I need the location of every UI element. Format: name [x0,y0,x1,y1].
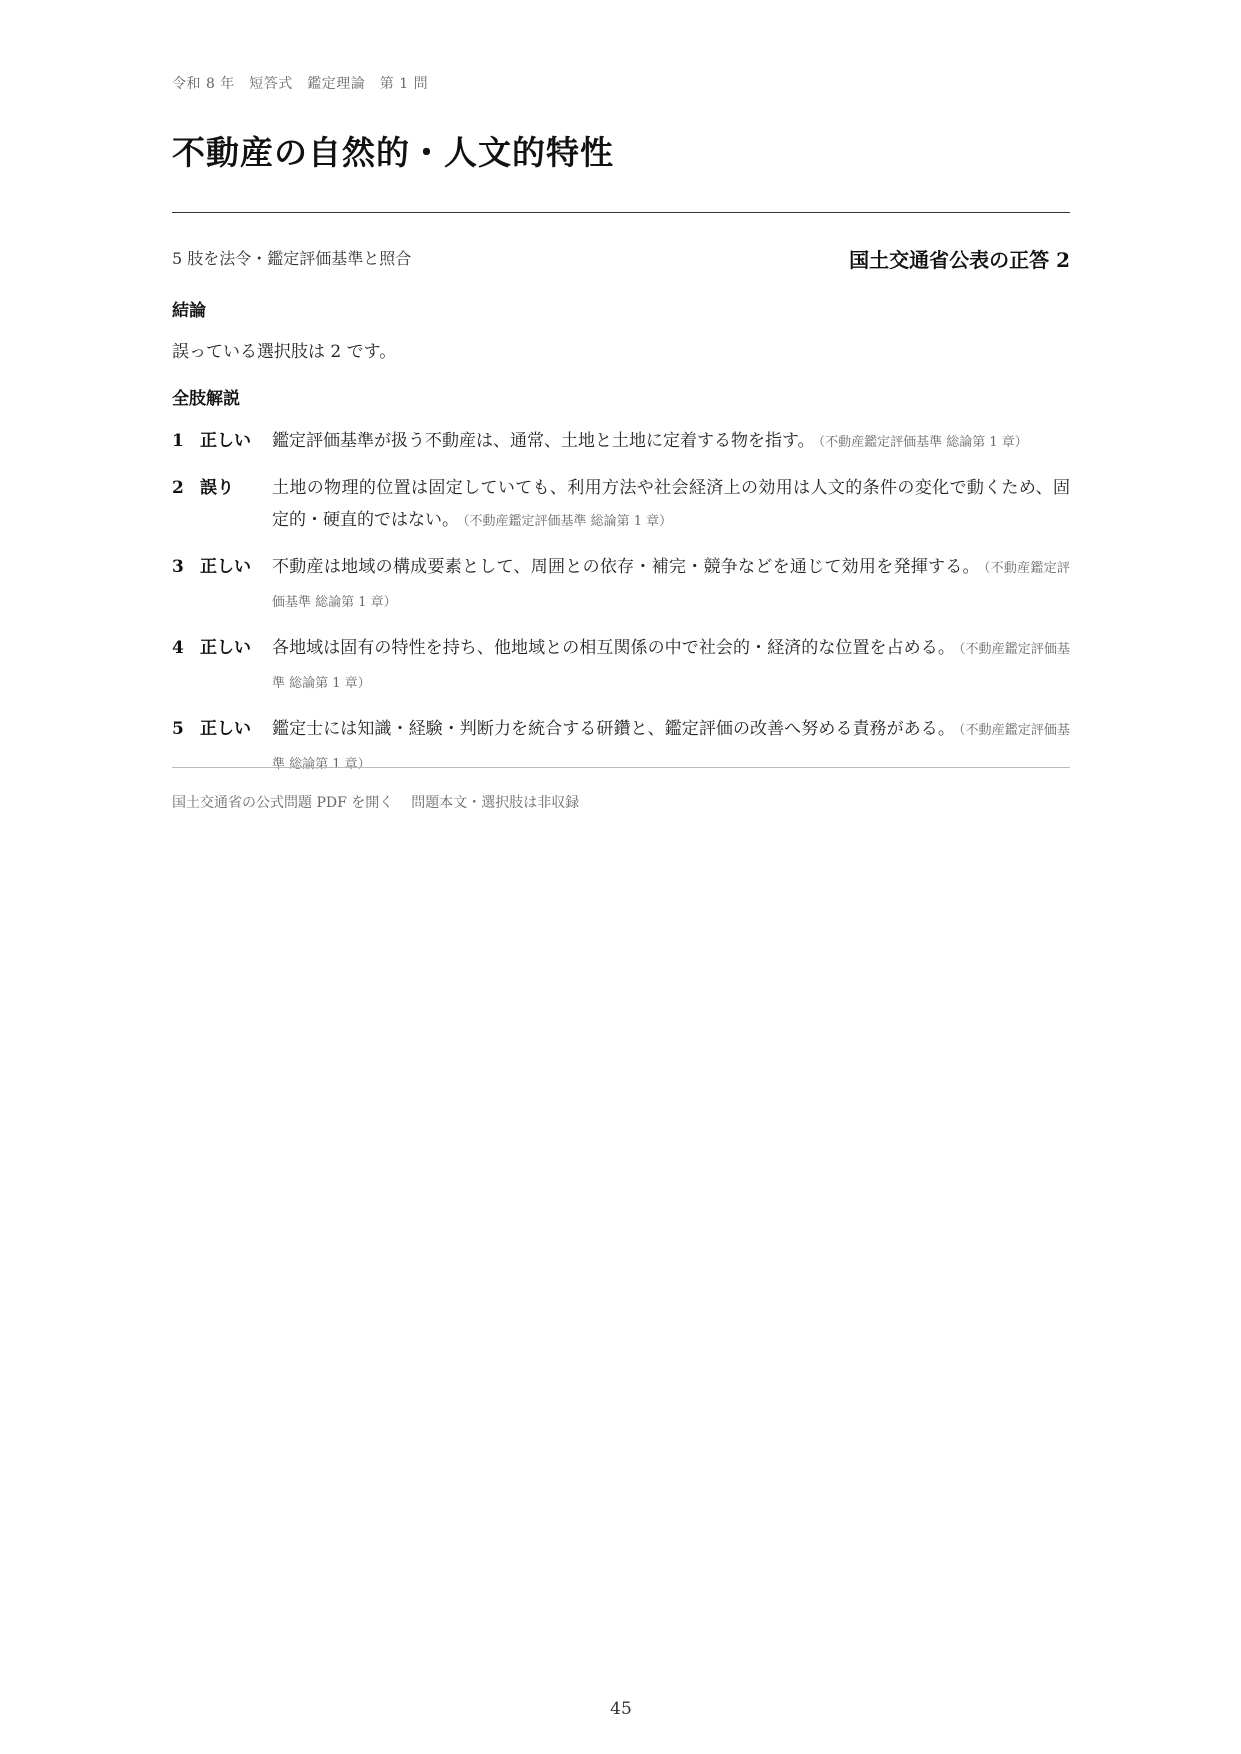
option-number: 1 [172,431,184,451]
title-divider [172,212,1070,213]
option-text: 不動産は地域の構成要素として、周囲との依存・補完・競争などを通じて効用を発揮する。 [272,557,980,577]
option-verdict: 正しい [200,719,251,739]
official-pdf-link[interactable]: 国土交通省の公式問題 PDF を開く [172,795,394,811]
conclusion-text: 誤っている選択肢は 2 です。 [172,342,397,362]
option-number: 2 [172,478,184,498]
footer [172,792,579,812]
option-reference: （不動産鑑定評価基準 総論第 1 章） [272,561,1070,610]
option-verdict: 誤り [200,478,234,498]
option-body [272,551,1070,619]
method-note: 5 肢を法令・鑑定評価基準と照合 [172,249,412,268]
option-number: 5 [172,719,184,739]
running-head: 令和 8 年 短答式 鑑定理論 第 1 問 [172,76,429,92]
option-number: 3 [172,557,184,577]
page-title: 不動産の自然的・人文的特性 [172,133,614,172]
page [172,0,1070,1754]
option-body [272,632,1070,700]
option-body [272,713,1070,781]
option-verdict: 正しい [200,431,251,451]
option-verdict: 正しい [200,557,251,577]
option-item-1 [172,425,1070,459]
option-item-4 [172,632,1070,700]
option-reference: （不動産鑑定評価基準 総論第 1 章） [272,723,1070,772]
option-text: 土地の物理的位置は固定していても、利用方法や社会経済上の効用は人文的条件の変化で動くため、固定的・硬直的ではない。 [272,478,1070,530]
option-item-2 [172,472,1070,538]
option-reference: （不動産鑑定評価基準 総論第 1 章） [272,642,1070,691]
option-reference: （不動産鑑定評価基準 総論第 1 章） [463,514,673,529]
option-text: 鑑定評価基準が扱う不動産は、通常、土地と土地に定着する物を指す。 [272,431,815,451]
page-number: 45 [610,1699,632,1719]
option-item-3 [172,551,1070,619]
option-reference: （不動産鑑定評価基準 総論第 1 章） [818,435,1028,450]
explanation-heading: 全肢解説 [172,389,240,409]
option-item-5 [172,713,1070,781]
option-number: 4 [172,638,184,658]
footer-divider [172,767,1070,768]
option-verdict: 正しい [200,638,251,658]
option-list [172,425,1070,794]
option-text: 鑑定士には知識・経験・判断力を統合する研鑽と、鑑定評価の改善へ努める責務がある。 [272,719,955,739]
option-body [272,425,1070,459]
option-body [272,472,1070,538]
official-answer: 国土交通省公表の正答 2 [849,248,1070,272]
conclusion-heading: 結論 [172,301,206,321]
option-text: 各地域は固有の特性を持ち、他地域との相互関係の中で社会的・経済的な位置を占める。 [272,638,955,658]
footer-note: 問題本文・選択肢は非収録 [411,795,580,811]
